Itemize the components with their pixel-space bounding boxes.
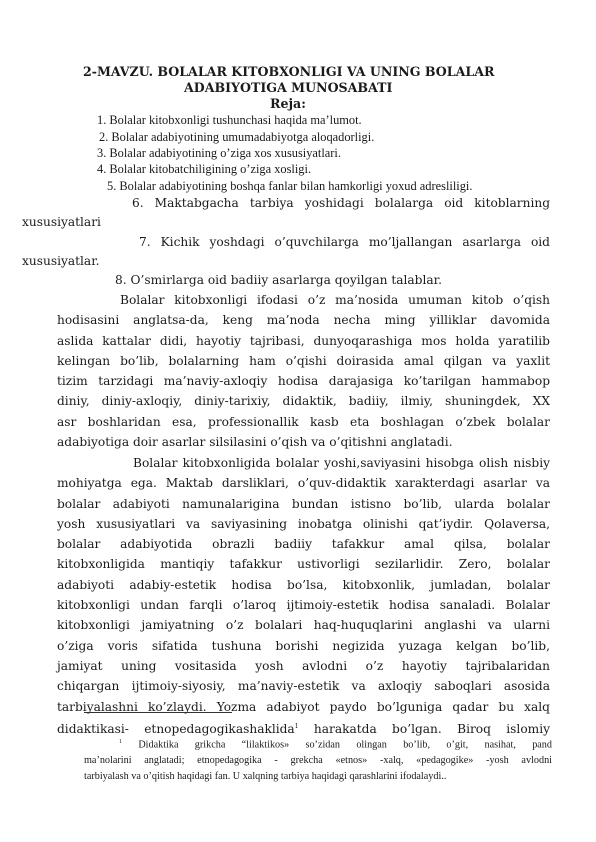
para2-line: bolalar adabiyotida obrazli badiiy tafakkur amal qilsa, bolalar [57, 537, 550, 552]
page-title-line2: ADABIYOTIGA MUNOSABATI [184, 80, 393, 95]
plan-item-7-cont: xususiyatlar. [22, 254, 100, 268]
para2-line: o’ziga voris sifatida tushuna borishi negizida yuzaga kelgan bo’lib, [57, 638, 550, 653]
para2-line: yosh xususiyatlari va saviyasining inobatga olinishi qat’iydir. Qolaversa, [57, 516, 550, 531]
para2-line: mohiyatga ega. Maktab darsliklari, o’quv-didaktik xarakterdagi asarlar va [57, 476, 550, 491]
plan-item-5: 5. Bolalar adabiyotining boshqa fanlar bilan hamkorligi yoxud adresliligi. [107, 179, 473, 193]
para1-line: aslida kattalar didi, hayotiy tajribasi, dunyoqarashiga mos holda yaratilib [57, 333, 550, 348]
para2-line: kitobxonligi undan farqli o’laroq ijtimoiy-estetik hodisa sanaladi. Bolalar [57, 598, 550, 613]
para1-line: diniy, diniy-axloqiy, diniy-tarixiy, didaktik, badiiy, ilmiy, shuningdek, XX [57, 394, 550, 409]
para2-line: tarbiyalashni ko’zlaydi. Yozma adabiyot paydo bo’lguniga qadar bu xalq [57, 699, 550, 714]
para2-line: kitobxonligi jamiyatning o’z bolalari haq-huquqlarini anglashi va ularni [57, 618, 550, 633]
para2-line: jamiyat uning vositasida yosh avlodni o’z hayotiy tajribalaridan [57, 658, 550, 673]
plan-item-3: 3. Bolalar adabiyotining o’ziga xos xususiyatlari. [97, 146, 341, 160]
plan-item-8: 8. O’smirlarga oid badiiy asarlarga qoyilgan talablar. [115, 273, 442, 287]
plan-item-2: 2. Bolalar adabiyotining umumadabiyotga aloqadorligi. [99, 130, 375, 144]
paragraph-2 [57, 453, 550, 739]
para2-line: adabiyoti adabiy-estetik hodisa bo’lsa, kitobxonlik, jumladan, bolalar [57, 577, 550, 592]
footnote-line: ma’nolarini anglatadi; etnopedagogika - grekcha «etnos» -xalq, «pedagogike» -yosh avlodni [84, 755, 552, 766]
para1-line: tizim tarzidagi ma’naviy-axloqiy hodisa darajasiga ko’tarilgan hammabop [57, 374, 550, 389]
paragraph-1 [57, 290, 550, 452]
footnote-mark: 1 [119, 739, 122, 745]
plan-item-6: 6. Maktabgacha tarbiya yoshidagi bolalarga oid kitoblarning [132, 196, 550, 210]
footnote-line: tarbiyalash va o’qitish haqidagi fan. U xalqning tarbiya haqidagi qarashlarini ifodalaydi.. [84, 771, 447, 782]
page-title: 2-MAVZU. BOLALAR KITOBXONLIGI VA UNING BOLALAR [83, 64, 495, 79]
footnote-line: $^1$ Didaktika grikcha “lilaktikos» so’zidan olingan bo’lib, o’git, nasihat, pand [119, 739, 552, 751]
plan-item-7: 7. Kichik yoshdagi o’quvchilarga mo’ljallangan asarlarga oid [139, 235, 550, 249]
plan-item-4: 4. Bolalar kitobatchiligining o’ziga xosligi. [97, 162, 312, 176]
plan-item-1: 1. Bolalar kitobxonligi tushunchasi haqida ma’lumot. [97, 113, 362, 127]
plan-heading: Reja: [270, 96, 306, 111]
footnote-separator [84, 712, 232, 713]
para2-line: Bolalar kitobxonligida bolalar yoshi,saviyasini hisobga olish nisbiy [133, 456, 550, 470]
para2-line: bolalar adabiyoti namunalarigina bundan istisno bo’lib, ularda bolalar [57, 496, 550, 511]
para1-line: kelingan bo’lib, bolalarning ham o’qishi doirasida amal qilgan va yaxlit [57, 353, 550, 368]
footnote-reference[interactable]: 1 [294, 722, 299, 730]
para1-line: Bolalar kitobxonligi ifodasi o’z ma’nosida umuman kitob o’qish [120, 293, 550, 307]
para2-line-with-note: didaktikasi- etnopedagogikashaklida$^1$ harakatda bo’lgan. Biroq islomiy [57, 721, 551, 736]
para1-line: hodisasini anglatsa-da, keng ma’noda necha ming yilliklar davomida [57, 313, 550, 328]
para1-line: adabiyotiga doir asarlar silsilasini o’qish va o’qitishni anglatadi. [57, 435, 453, 450]
para2-line: kitobxonligida mantiqiy tafakkur ustivorligi sezilarlidir. Zero, bolalar [57, 557, 550, 572]
para2-line: chiqargan ijtimoiy-siyosiy, ma’naviy-estetik va axloqiy saboqlari asosida [57, 679, 550, 694]
para1-line: asr boshlaridan esa, professionallik kasb eta boshlagan o’zbek bolalar [57, 414, 550, 429]
plan-item-6-cont: xususiyatlari [22, 215, 101, 229]
